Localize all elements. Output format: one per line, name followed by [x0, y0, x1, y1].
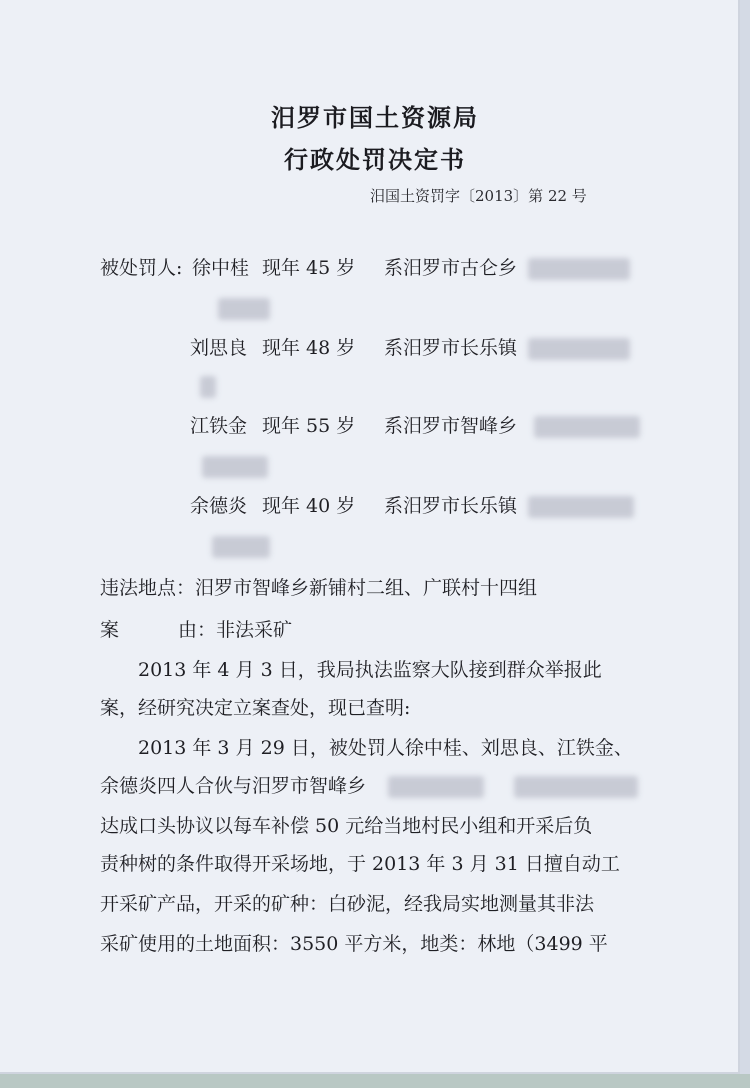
body-line: 责种树的条件取得开采场地，于 2013 年 3 月 31 日擅自动工 — [100, 853, 620, 875]
violation-location: 违法地点：汨罗市智峰乡新铺村二组、广联村十四组 — [100, 577, 538, 599]
respondent-3-age: 现年 55 岁 — [262, 415, 356, 437]
redacted-address — [202, 456, 268, 478]
redacted-address — [528, 258, 630, 280]
case-reason: 由：非法采矿 — [178, 619, 293, 641]
respondent-4-name: 余德炎 — [190, 495, 248, 517]
respondent-3-name: 江铁金 — [190, 415, 248, 437]
document-number: 汨国土资罚字〔2013〕第 22 号 — [370, 187, 587, 205]
body-line: 2013 年 4 月 3 日，我局执法监察大队接到群众举报此 — [138, 659, 602, 681]
body-line: 案，经研究决定立案查处，现已查明: — [100, 697, 411, 719]
redacted-address — [528, 496, 634, 518]
respondent-2-age: 现年 48 岁 — [262, 337, 356, 359]
respondents-label: 被处罚人: — [100, 257, 183, 279]
body-line: 达成口头协议以每车补偿 50 元给当地村民小组和开采后负 — [100, 815, 593, 837]
redacted-text — [388, 776, 484, 798]
respondent-1-name: 徐中桂 — [192, 257, 250, 279]
respondent-4-address: 系汨罗市长乐镇 — [384, 495, 518, 517]
scan-edge-bottom — [0, 1074, 750, 1088]
respondent-1-address: 系汨罗市古仑乡 — [384, 257, 518, 279]
document-subtitle: 行政处罚决定书 — [284, 146, 466, 174]
respondent-2-name: 刘思良 — [190, 337, 248, 359]
respondent-4-age: 现年 40 岁 — [262, 495, 356, 517]
body-line: 采矿使用的土地面积：3550 平方米，地类：林地（3499 平 — [100, 933, 608, 955]
respondent-2-address: 系汨罗市长乐镇 — [384, 337, 518, 359]
redacted-text — [514, 776, 638, 798]
body-line: 开采矿产品，开采的矿种：白砂泥，经我局实地测量其非法 — [100, 893, 595, 915]
respondent-3-address: 系汨罗市智峰乡 — [384, 415, 518, 437]
redacted-address — [528, 338, 630, 360]
redacted-address — [200, 376, 216, 398]
respondent-1-age: 现年 45 岁 — [262, 257, 356, 279]
redacted-address — [212, 536, 270, 558]
redacted-address — [534, 416, 640, 438]
body-line: 余德炎四人合伙与汨罗市智峰乡 — [100, 775, 367, 797]
body-line: 2013 年 3 月 29 日，被处罚人徐中桂、刘思良、江铁金、 — [138, 737, 633, 759]
document-title: 汨罗市国土资源局 — [271, 104, 479, 132]
case-label: 案 — [100, 619, 120, 641]
redacted-address — [218, 298, 270, 320]
